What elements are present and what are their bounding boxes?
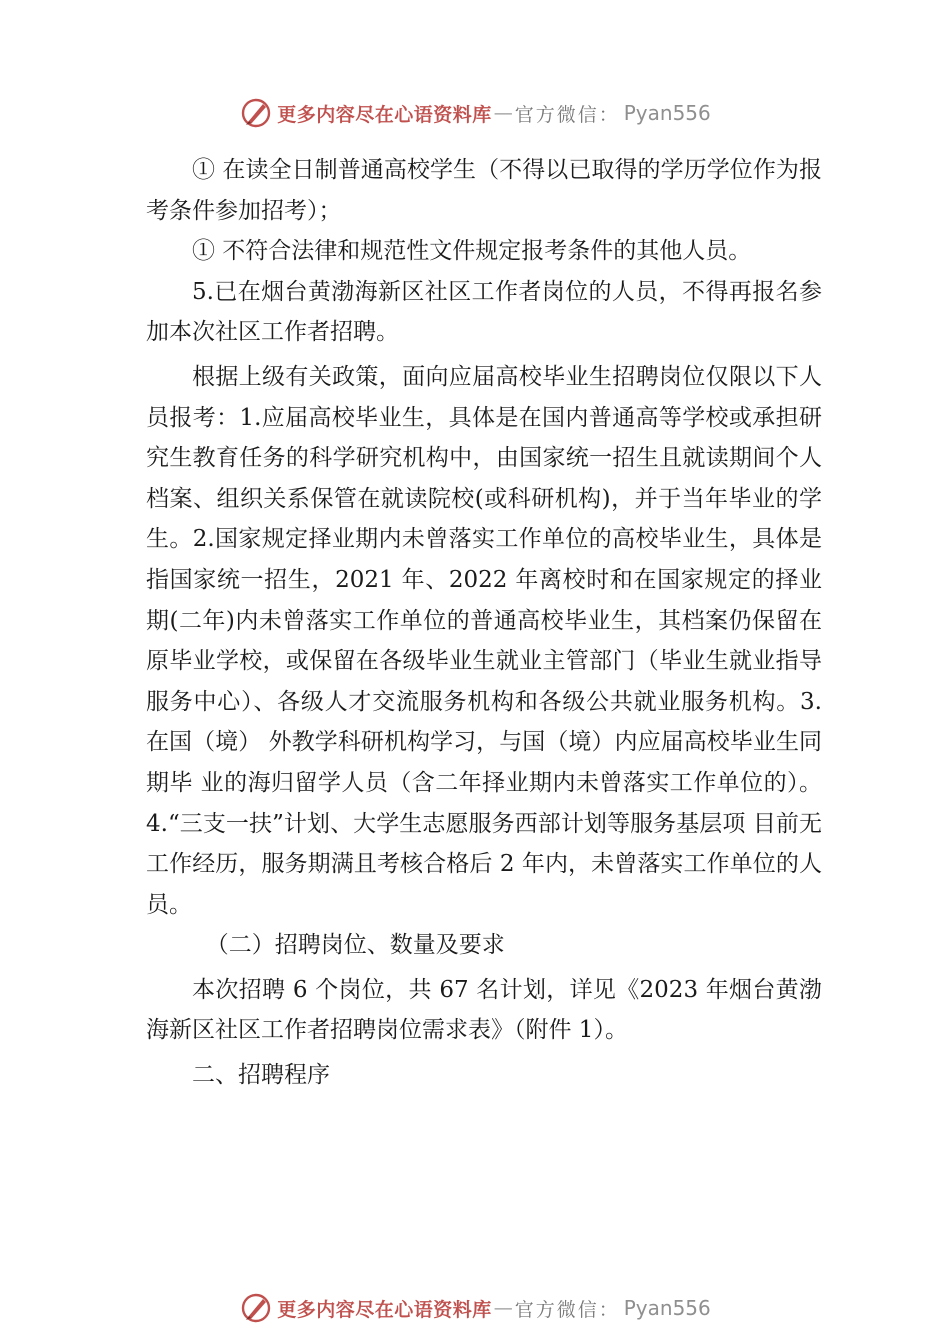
- paragraph-exclusion-2: ① 不符合法律和规范性文件规定报考条件的其他人员。: [192, 238, 752, 265]
- watermark-brand: 更多内容尽在心语资料库: [277, 1298, 492, 1321]
- watermark-separator: —: [493, 1297, 513, 1319]
- footer-watermark: [0, 1291, 950, 1325]
- document-body: [146, 150, 822, 1096]
- quill-pen-badge-icon: [239, 1291, 273, 1325]
- watermark-wechat-label: 官方微信：: [514, 1298, 620, 1321]
- watermark-separator: —: [493, 102, 513, 124]
- paragraph-graduate-policy: 根据上级有关政策，面向应届高校毕业生招聘岗位仅限以下人员报考：1.应届高校毕业生，具体是在国内普通高等学校或承担研究生教育任务的科学研究机构中，由国家统一招生且就读期间个人档案、组织关系保管在就读院校(或科研机构)，并于当年毕业的学生。2.国家规定择业期内未曾落实工作单位的高校毕业生，具体是指国家统一招生，2021 年、2022 年离校时和在国家规定的择业期(二年)内未曾落实工作单位的普通高校毕业生，其档案仍保留在原毕业学校，或保留在各级毕业生就业主管部门（毕业生就业指导服务中心）、各级人才交流服务机构和各级公共就业服务机构。3.在国（境） 外教学科研机构学习，与国（境）内应届高校毕业生同期毕 业的海归留学人员（含二年择业期内未曾落实工作单位的）。4.“三支一扶”计划、大学生志愿服务西部计划等服务基层项 目前无工作经历，服务期满且考核合格后 2 年内，未曾落实工作单位的人员。: [146, 363, 822, 918]
- paragraph-positions-count: 本次招聘 6 个岗位，共 67 名计划，详见《2023 年烟台黄渤海新区社区工作者招聘岗位需求表》（附件 1）。: [146, 976, 822, 1044]
- paragraph-exclusion-5: 5.已在烟台黄渤海新区社区工作者岗位的人员，不得再报名参加本次社区工作者招聘。: [146, 278, 822, 346]
- header-watermark: [0, 96, 950, 130]
- paragraph-exclusion-1: ① 在读全日制普通高校学生（不得以已取得的学历学位作为报考条件参加招考）；: [146, 157, 822, 224]
- watermark-wechat-id: Pyan556: [623, 1296, 711, 1320]
- section-heading-positions: （二）招聘岗位、数量及要求: [205, 932, 505, 959]
- section-heading-procedure: 二、招聘程序: [192, 1062, 330, 1089]
- quill-pen-badge-icon: [239, 96, 273, 130]
- watermark-brand: 更多内容尽在心语资料库: [277, 103, 492, 126]
- watermark-wechat-id: Pyan556: [623, 101, 711, 125]
- watermark-wechat-label: 官方微信：: [514, 103, 620, 126]
